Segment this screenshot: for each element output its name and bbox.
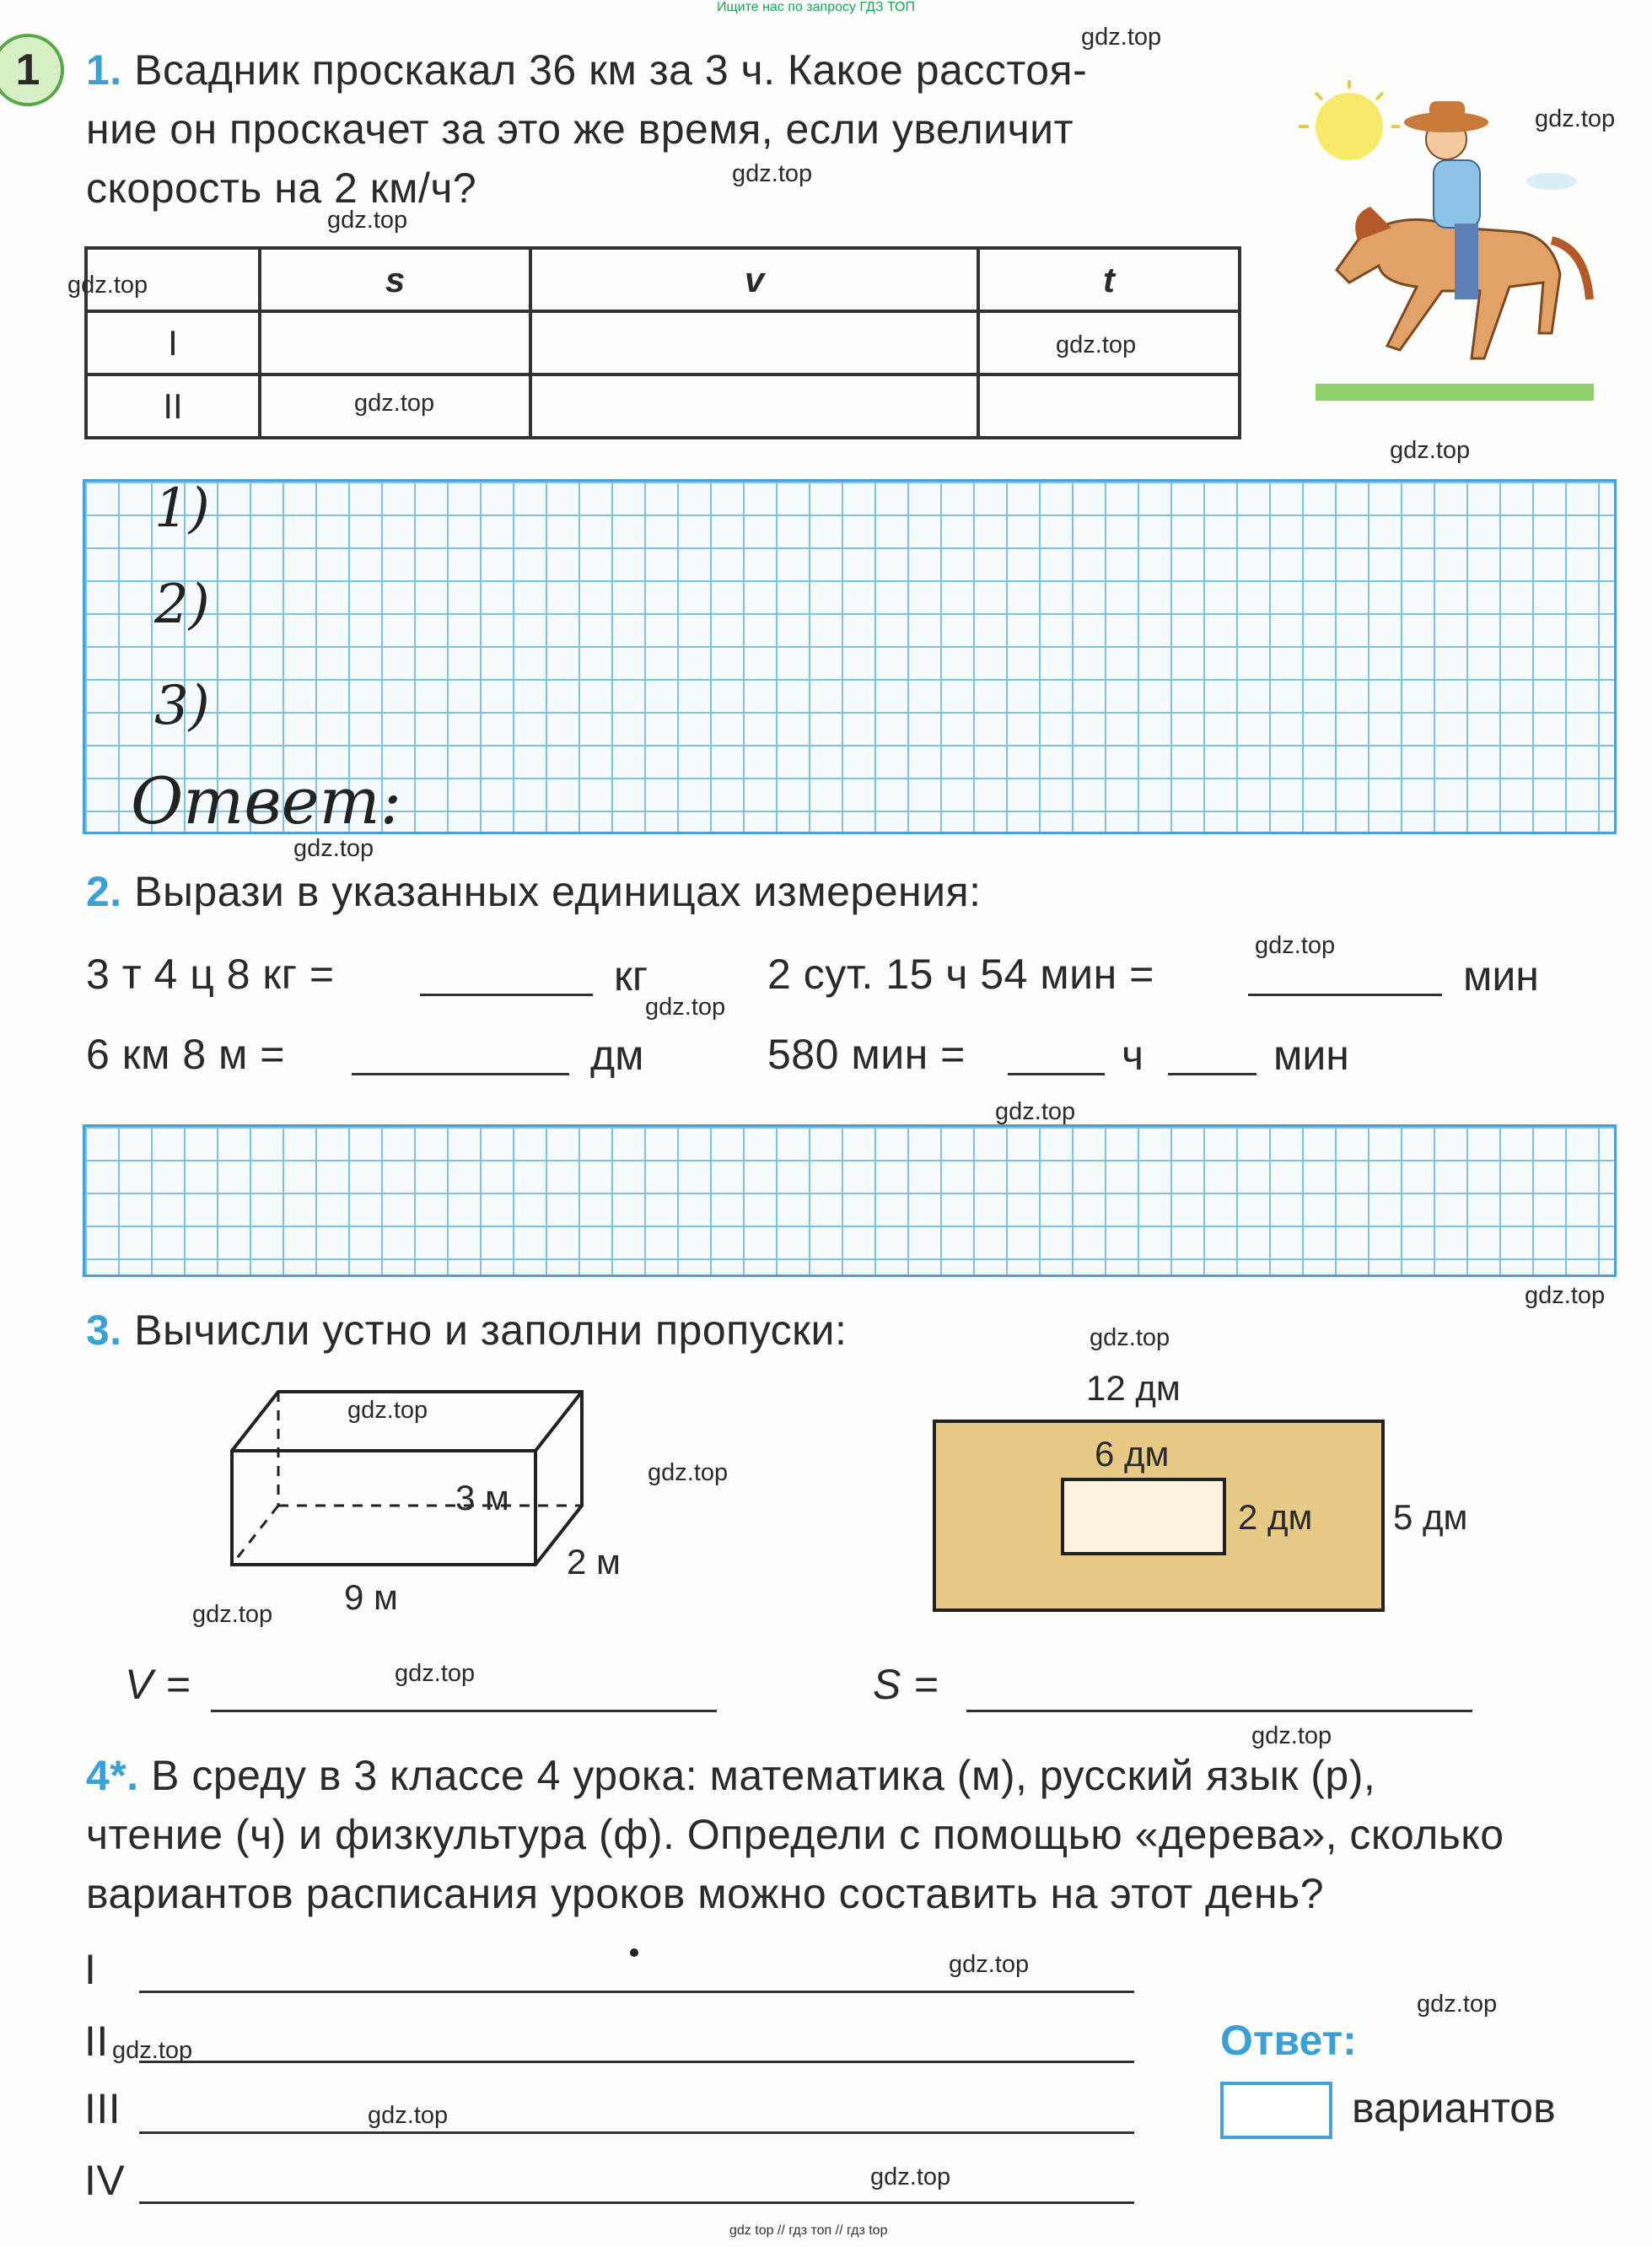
watermark: gdz.top (1081, 24, 1162, 51)
watermark: gdz.top (192, 1601, 273, 1628)
step-1-label: 1) (154, 477, 210, 540)
watermark: gdz.top (995, 1098, 1076, 1125)
table-row-label: II (86, 374, 260, 438)
task2-item-3-unit: дм (590, 1032, 644, 1079)
watermark: gdz.top (648, 1459, 729, 1486)
task1-line-3: скорость на 2 км/ч? (86, 164, 477, 212)
task1-table-row (86, 374, 1240, 438)
box-length-label: 9 м (344, 1577, 398, 1617)
table-row-label: I (86, 311, 260, 374)
watermark: gdz.top (347, 1397, 428, 1424)
step-2-label: 2) (154, 574, 210, 636)
task2-item-4-unit2: мин (1273, 1032, 1349, 1079)
task2-item-3 (86, 1025, 285, 1084)
rect-outer-height-label: 5 дм (1393, 1497, 1468, 1537)
watermark: gdz.top (1255, 932, 1336, 959)
watermark: gdz.top (870, 2163, 951, 2190)
page-badge-number: 1 (15, 46, 40, 94)
table-cell[interactable] (530, 374, 978, 438)
watermark: gdz.top (1056, 331, 1137, 358)
table-header-t: t (978, 248, 1240, 311)
table-header-v: v (530, 248, 978, 311)
task2-item-1-expr: 3 т 4 ц 8 кг = (86, 951, 335, 998)
task4-line-1 (86, 1746, 1621, 1805)
rect-inner-height-label: 2 дм (1238, 1497, 1313, 1537)
task4-line1-text: В среду в 3 классе 4 урока: математика (м), русский язык (р), (151, 1752, 1376, 1799)
tree-row-line-4[interactable] (139, 2201, 1134, 2204)
task2-answer-grid[interactable] (83, 1124, 1617, 1277)
task2-answer-2-line[interactable] (1248, 994, 1442, 996)
area-answer-line[interactable] (966, 1710, 1472, 1712)
step-3-label: 3) (154, 675, 210, 737)
box-height-label: 3 м (455, 1478, 509, 1517)
task3-number: 3. (86, 1307, 122, 1354)
rect-inner-width-label: 6 дм (1095, 1434, 1170, 1474)
volume-label: V = (125, 1661, 191, 1708)
task1-answer-label: Ответ: (131, 763, 402, 838)
task2-item-3-expr: 6 км 8 м = (86, 1031, 286, 1078)
sun-icon (1316, 93, 1383, 160)
tree-row-label-4: IV (84, 2157, 126, 2204)
task4-answer-label: Ответ: (1220, 2017, 1357, 2064)
tree-row-label-1: I (84, 1946, 97, 1993)
top-note: Ищите нас по запросу ГДЗ ТОП (717, 0, 915, 14)
task2-answer-3-line[interactable] (352, 1073, 569, 1075)
task1-number: 1. (86, 46, 122, 94)
watermark: gdz.top (1390, 437, 1471, 464)
table-cell[interactable] (530, 311, 978, 374)
task2-answer-4a-line[interactable] (1008, 1073, 1105, 1075)
task1-text (86, 40, 1283, 218)
task4-line-3: вариантов расписания уроков можно составить на этот день? (86, 1870, 1325, 1917)
watermark: gdz.top (949, 1951, 1030, 1978)
watermark: gdz.top (1525, 1282, 1606, 1309)
task1-line-2: ние он проскачет за это же время, если увеличит (86, 105, 1074, 153)
watermark: gdz.top (645, 994, 726, 1021)
watermark: gdz.top (354, 390, 435, 417)
tree-row-line-3[interactable] (139, 2131, 1134, 2134)
task4-answer-unit: вариантов (1352, 2084, 1556, 2131)
box-depth-label: 2 м (567, 1542, 621, 1582)
watermark: gdz.top (293, 835, 374, 862)
task1-table-header-row (86, 248, 1240, 311)
task2-title-row (86, 862, 982, 921)
table-cell[interactable] (260, 311, 530, 374)
task3-title-row (86, 1301, 847, 1360)
table-cell[interactable] (978, 374, 1240, 438)
task2-item-2-unit: мин (1463, 952, 1539, 1000)
task2-item-1 (86, 945, 335, 1004)
watermark: gdz.top (1090, 1324, 1170, 1351)
tree-row-line-1[interactable] (139, 1991, 1134, 1993)
task3-title: Вычисли устно и заполни пропуски: (134, 1307, 848, 1354)
watermark: gdz.top (112, 2037, 193, 2064)
task2-item-2-expr: 2 сут. 15 ч 54 мин = (767, 951, 1154, 998)
watermark: gdz.top (1535, 105, 1616, 132)
watermark: gdz.top (1251, 1722, 1332, 1749)
page-badge (0, 34, 64, 106)
task2-title: Вырази в указанных единицах измерения: (134, 868, 982, 915)
task2-answer-4b-line[interactable] (1168, 1073, 1256, 1075)
tree-row-label-2: II (84, 2018, 109, 2065)
table-header-s: s (260, 248, 530, 311)
task4-line-2: чтение (ч) и физкультура (ф). Определи с помощью «дерева», сколько (86, 1811, 1504, 1858)
watermark: gdz.top (395, 1660, 476, 1687)
task4-answer-box[interactable] (1220, 2082, 1332, 2139)
tree-root-dot (630, 1948, 638, 1957)
watermark: gdz.top (1417, 1991, 1498, 2018)
task2-item-2 (767, 945, 1154, 1004)
task2-item-4-unit1: ч (1122, 1032, 1144, 1079)
task4-number: 4*. (86, 1752, 139, 1799)
tree-row-line-2[interactable] (139, 2061, 1134, 2063)
task2-item-4-expr: 580 мин = (767, 1031, 966, 1078)
task2-number: 2. (86, 868, 122, 915)
bottom-note: gdz top // гдз топ // гдз top (729, 2223, 888, 2238)
watermark: gdz.top (732, 160, 813, 187)
area-label: S = (873, 1661, 939, 1708)
tree-row-label-3: III (84, 2085, 121, 2132)
task1-line1-text: Всадник проскакал 36 км за 3 ч. Какое расстоя- (134, 46, 1088, 94)
watermark: gdz.top (67, 272, 148, 299)
task2-item-1-unit: кг (614, 952, 648, 1000)
inner-rectangle (1061, 1478, 1226, 1555)
volume-answer-line[interactable] (211, 1710, 717, 1712)
watermark: gdz.top (327, 207, 408, 234)
task2-item-4 (767, 1025, 966, 1084)
watermark: gdz.top (368, 2102, 449, 2129)
task2-answer-1-line[interactable] (420, 994, 593, 996)
task4-text (86, 1746, 1621, 1923)
rect-outer-width-label: 12 дм (1086, 1368, 1181, 1408)
